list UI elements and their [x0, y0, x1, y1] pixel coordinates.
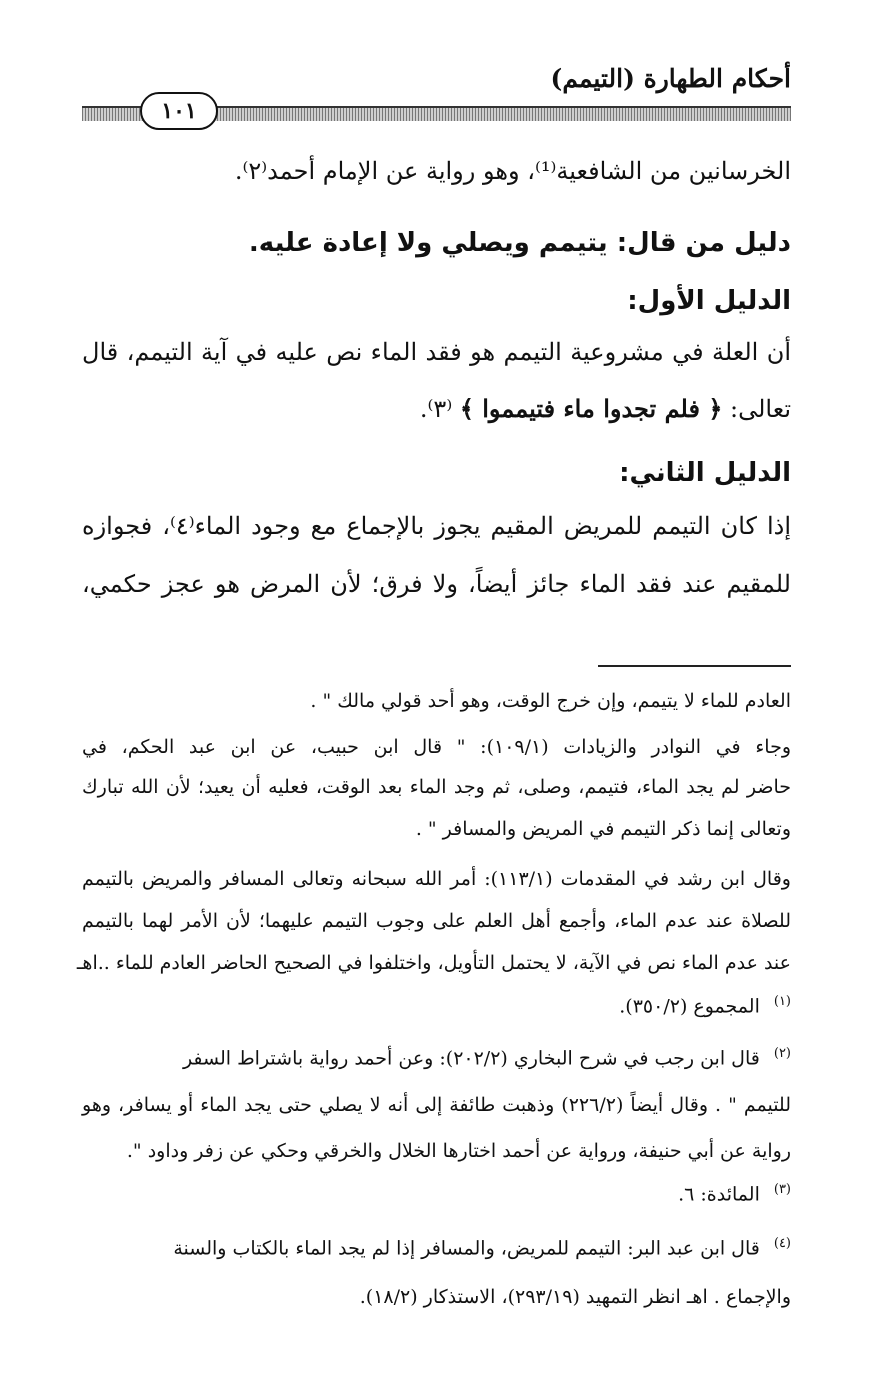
footnote-3	[82, 1182, 791, 1205]
page-number: ١٠١	[140, 92, 218, 130]
first-evidence-heading: الدليل الأول:	[627, 286, 791, 316]
footnote-line-14: والإجماع . اهـ انظر التمهيد (٢٩٣/١٩)، الاستذكار (١٨/٢).	[359, 1286, 791, 1308]
footnote-line-11: رواية عن أبي حنيفة، ورواية عن أحمد اختارها الخلال والخرقي وحكي عن زفر وداود ".	[126, 1140, 791, 1162]
footnote-line-6: للصلاة عند عدم الماء، وأجمع أهل العلم على وجوب التيمم عليهما؛ لأن الأمر لهما بالتيمم	[82, 910, 791, 932]
footnote-line-2: وجاء في النوادر والزيادات (١٠٩/١): " قال ابن حبيب، عن ابن عبد الحكم، في	[82, 736, 791, 758]
footnote-number-4: (٤)	[773, 1236, 791, 1251]
body-line-1: الخرسانين من الشافعية⁽¹⁾، وهو رواية عن الإمام أحمد⁽٢⁾.	[234, 157, 791, 185]
second-evidence-heading: الدليل الثاني:	[619, 458, 791, 488]
footnote-line-3: حاضر لم يجد الماء، فتيمم، وصلى، ثم وجد الماء بعد الوقت، فعليه أن يعيد؛ لأن الله تبارك	[82, 776, 791, 798]
footnote-1-text: المجموع (٣٥٠/٢).	[619, 995, 760, 1018]
quran-quote: ﴿ فلم تجدوا ماء فتيمموا ﴾	[459, 394, 723, 423]
footnote-line-10: للتيمم " . وقال أيضاً (٢٢٦/٢) وذهبت طائفة إلى أنه لا يصلي حتى يجد الماء أو يسافر، وهو	[82, 1094, 792, 1116]
body-line-4: إذا كان التيمم للمريض المقيم يجوز بالإجماع مع وجود الماء⁽٤⁾، فجوازه	[82, 512, 791, 540]
footnote-2-text: قال ابن رجب في شرح البخاري (٢٠٢/٢): وعن أحمد رواية باشتراط السفر	[182, 1047, 760, 1070]
footnote-line-7: عند عدم الماء نص في الآية، لا يحتمل التأويل، واختلفوا في الصحيح الحاضر العادم للماء ..اهـ	[76, 952, 791, 974]
footnote-4-text: قال ابن عبد البر: التيمم للمريض، والمسافر إذا لم يجد الماء بالكتاب والسنة	[173, 1237, 760, 1260]
footnote-separator	[598, 665, 791, 667]
body-line-5: للمقيم عند فقد الماء جائز أيضاً، ولا فرق؛ لأن المرض هو عجز حكمي،	[82, 570, 791, 598]
footnote-number-3: (٣)	[773, 1182, 791, 1197]
running-header-title: أحكام الطهارة (التيمم)	[550, 64, 791, 93]
body-line-3-suffix: ⁽٣⁾.	[419, 395, 460, 423]
footnote-line-5: وقال ابن رشد في المقدمات (١١٣/١): أمر الله سبحانه وتعالى المسافر والمريض بالتيمم	[82, 868, 791, 890]
footnote-4	[82, 1236, 791, 1259]
footnote-line-4: وتعالى إنما ذكر التيمم في المريض والمسافر " .	[415, 818, 791, 840]
footnote-1	[82, 994, 791, 1017]
footnote-3-text: المائدة: ٦.	[678, 1183, 760, 1206]
body-line-3	[82, 394, 791, 423]
footnote-number-1: (١)	[773, 994, 791, 1009]
footnote-number-2: (٢)	[773, 1046, 791, 1061]
section-heading: دليل من قال: يتيمم ويصلي ولا إعادة عليه.	[248, 228, 791, 258]
body-line-2: أن العلة في مشروعية التيمم هو فقد الماء نص عليه في آية التيمم، قال	[82, 338, 791, 366]
footnote-line-1: العادم للماء لا يتيمم، وإن خرج الوقت، وهو أحد قولي مالك " .	[310, 690, 791, 712]
footnote-2	[82, 1046, 791, 1069]
body-line-3-prefix: تعالى:	[722, 395, 791, 423]
